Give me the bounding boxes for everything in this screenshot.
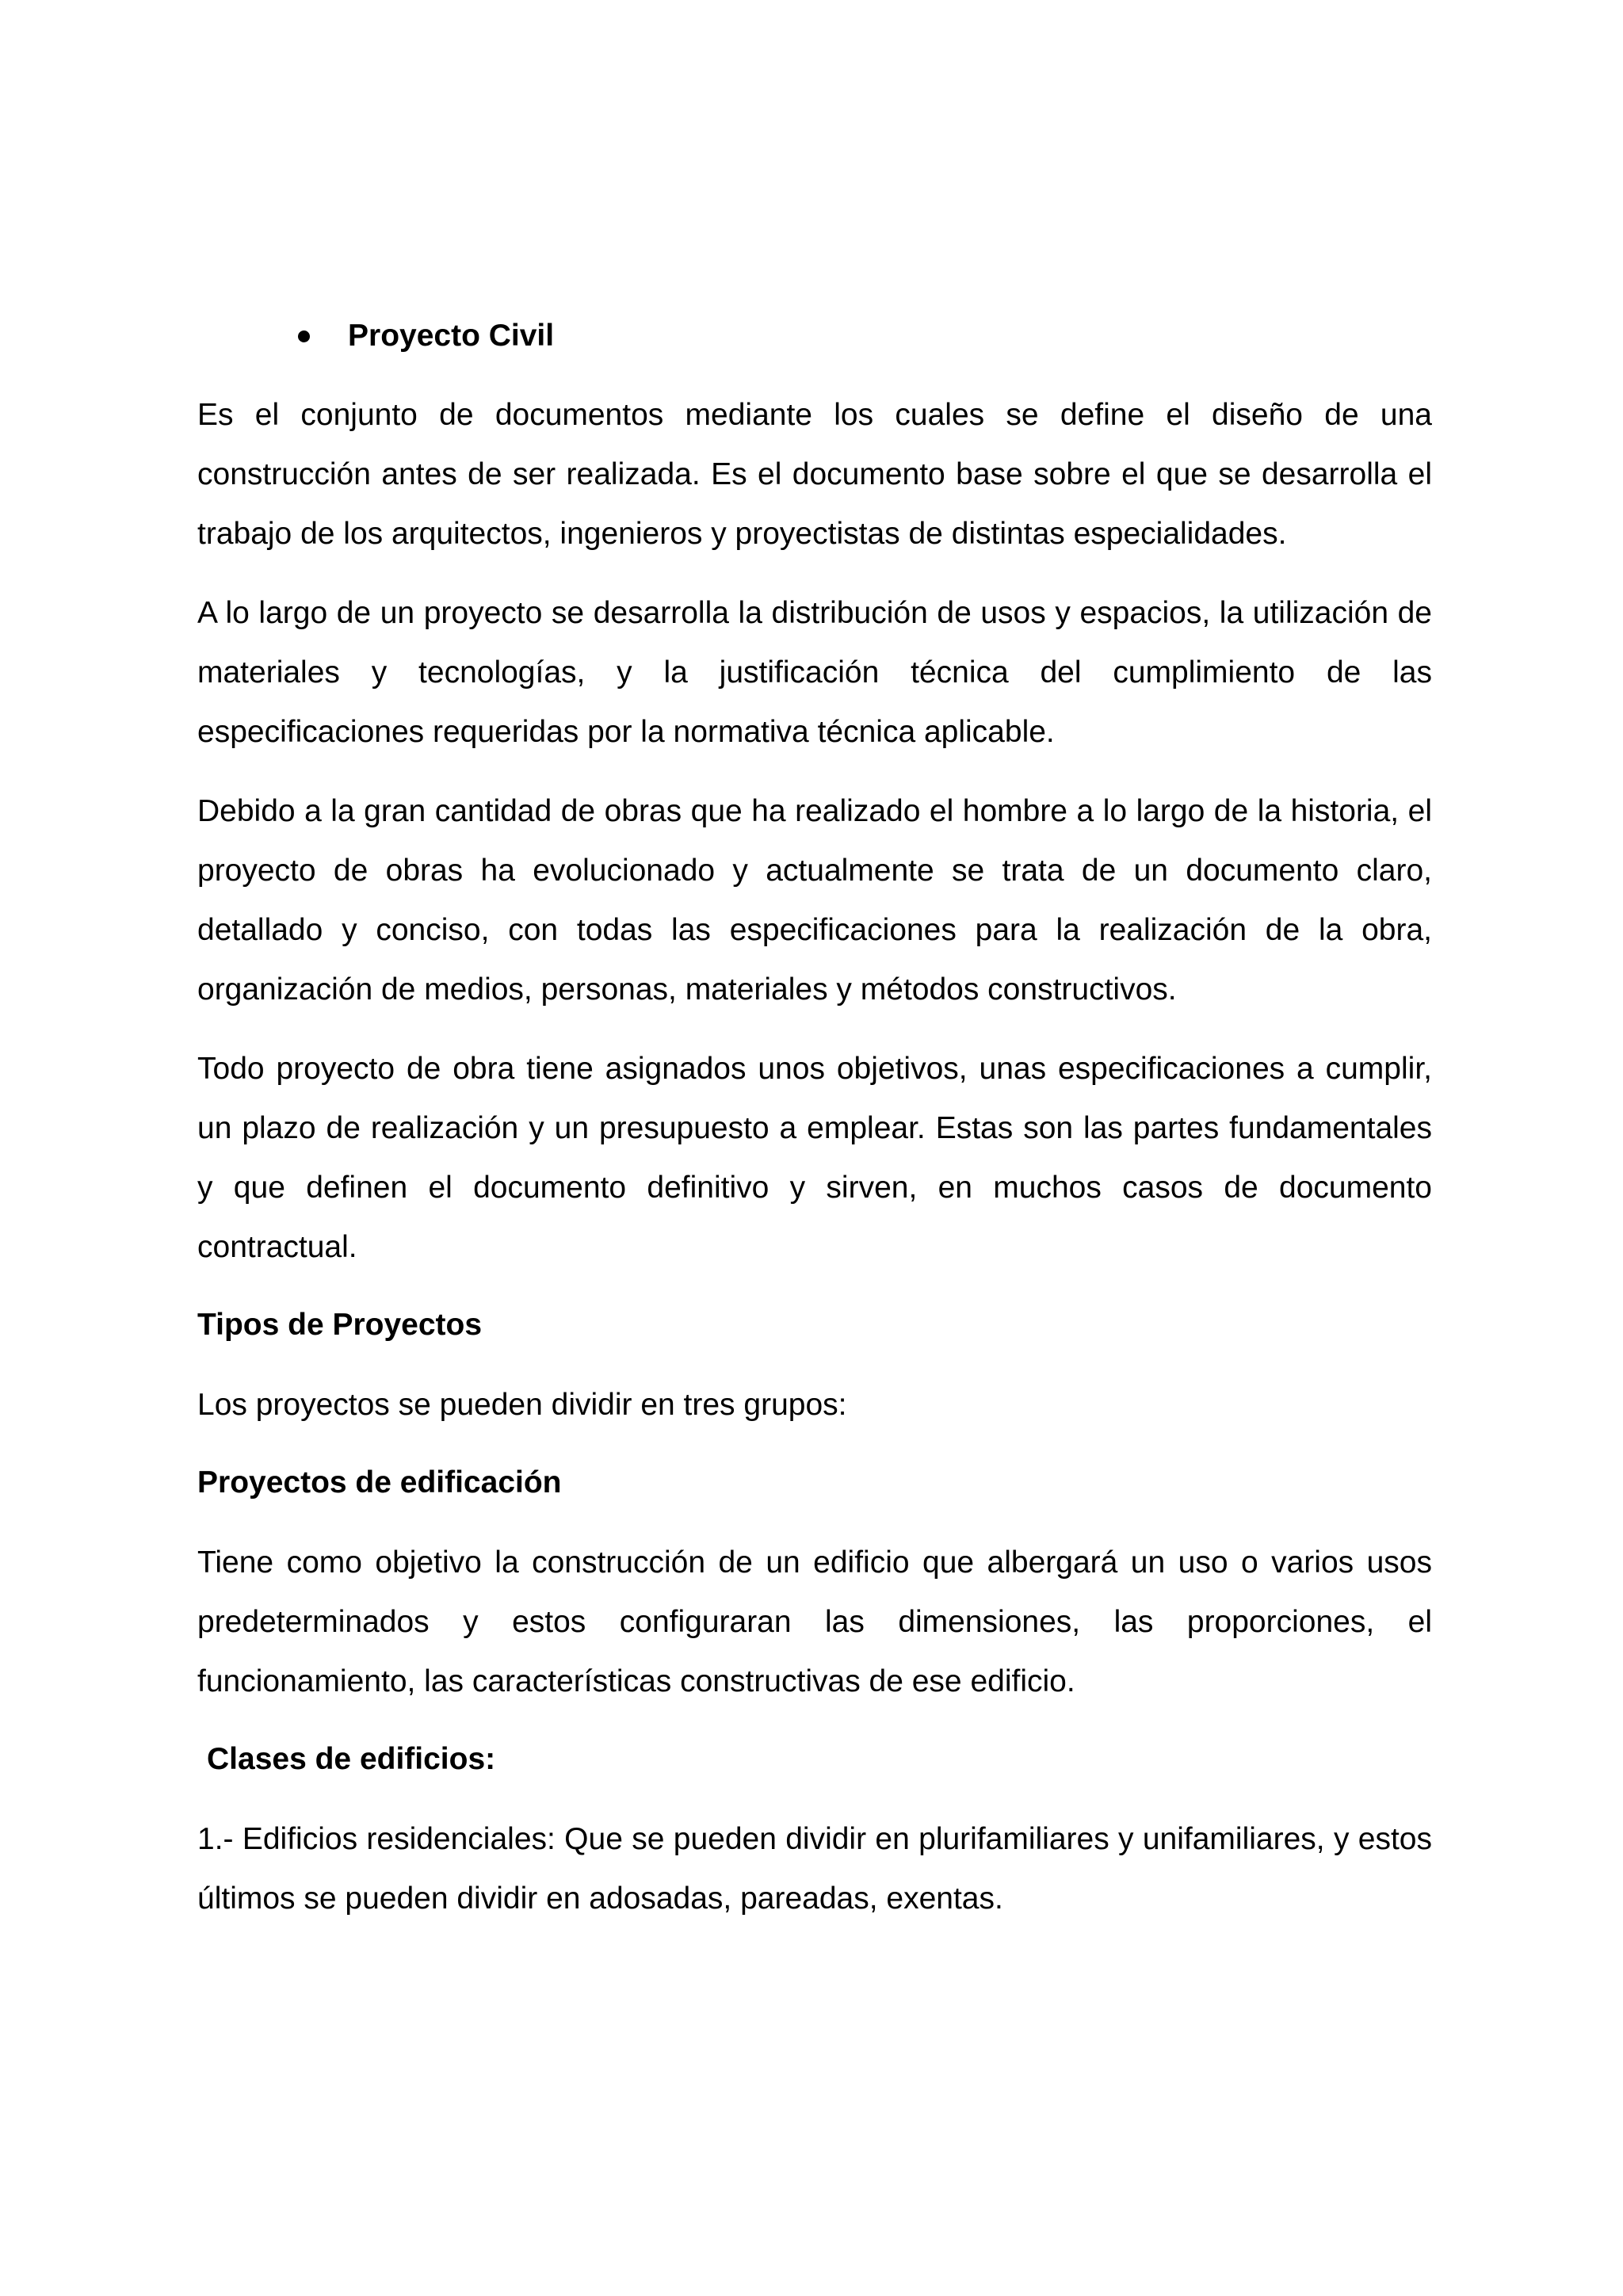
heading-edificacion: Proyectos de edificación xyxy=(197,1465,562,1499)
heading-clases: Clases de edificios: xyxy=(207,1742,496,1776)
heading-tipos: Tipos de Proyectos xyxy=(197,1308,483,1342)
bullet-icon xyxy=(298,330,310,342)
section-title: Proyecto Civil xyxy=(348,319,555,353)
paragraph-history: Debido a la gran cantidad de obras que ha realizado el hombre a lo largo de la historia, el proyecto de obras ha evolucionado y actualmente se trata de un documento claro, detallado y conciso, con todas las especificaciones para la realización de la obra, organización de medios, personas, materiales y métodos constructivos. xyxy=(197,794,1432,1007)
paragraph-development: A lo largo de un proyecto se desarrolla la distribución de usos y espacios, la utilización de materiales y tecnologías, y la justificación técnica del cumplimiento de las especificaciones requeridas por la normativa técnica aplicable. xyxy=(197,596,1432,749)
paragraph-tipos-intro: Los proyectos se pueden dividir en tres grupos: xyxy=(197,1388,847,1422)
document-body xyxy=(197,311,1432,1948)
bullet-heading xyxy=(298,311,1432,361)
paragraph-definition: Es el conjunto de documentos mediante los cuales se define el diseño de una construcción antes de ser realizada. Es el documento base sobre el que se desarrolla el trabajo de los arquitectos, ingenieros y proyectistas de distintas especialidades. xyxy=(197,398,1432,551)
paragraph-objectives: Todo proyecto de obra tiene asignados unos objetivos, unas especificaciones a cumplir, un plazo de realización y un presupuesto a emplear. Estas son las partes fundamentales y que definen el documento definitivo y sirven, en muchos casos de documento contractual. xyxy=(197,1052,1432,1264)
list-item-residenciales: 1.- Edificios residenciales: Que se pueden dividir en plurifamiliares y unifamiliares, y estos últimos se pueden dividir en adosadas, pareadas, exentas. xyxy=(197,1822,1432,1916)
paragraph-edificacion: Tiene como objetivo la construcción de un edificio que albergará un uso o varios usos predeterminados y estos configuraran las dimensiones, las proporciones, el funcionamiento, las características constructivas de ese edificio. xyxy=(197,1545,1432,1698)
